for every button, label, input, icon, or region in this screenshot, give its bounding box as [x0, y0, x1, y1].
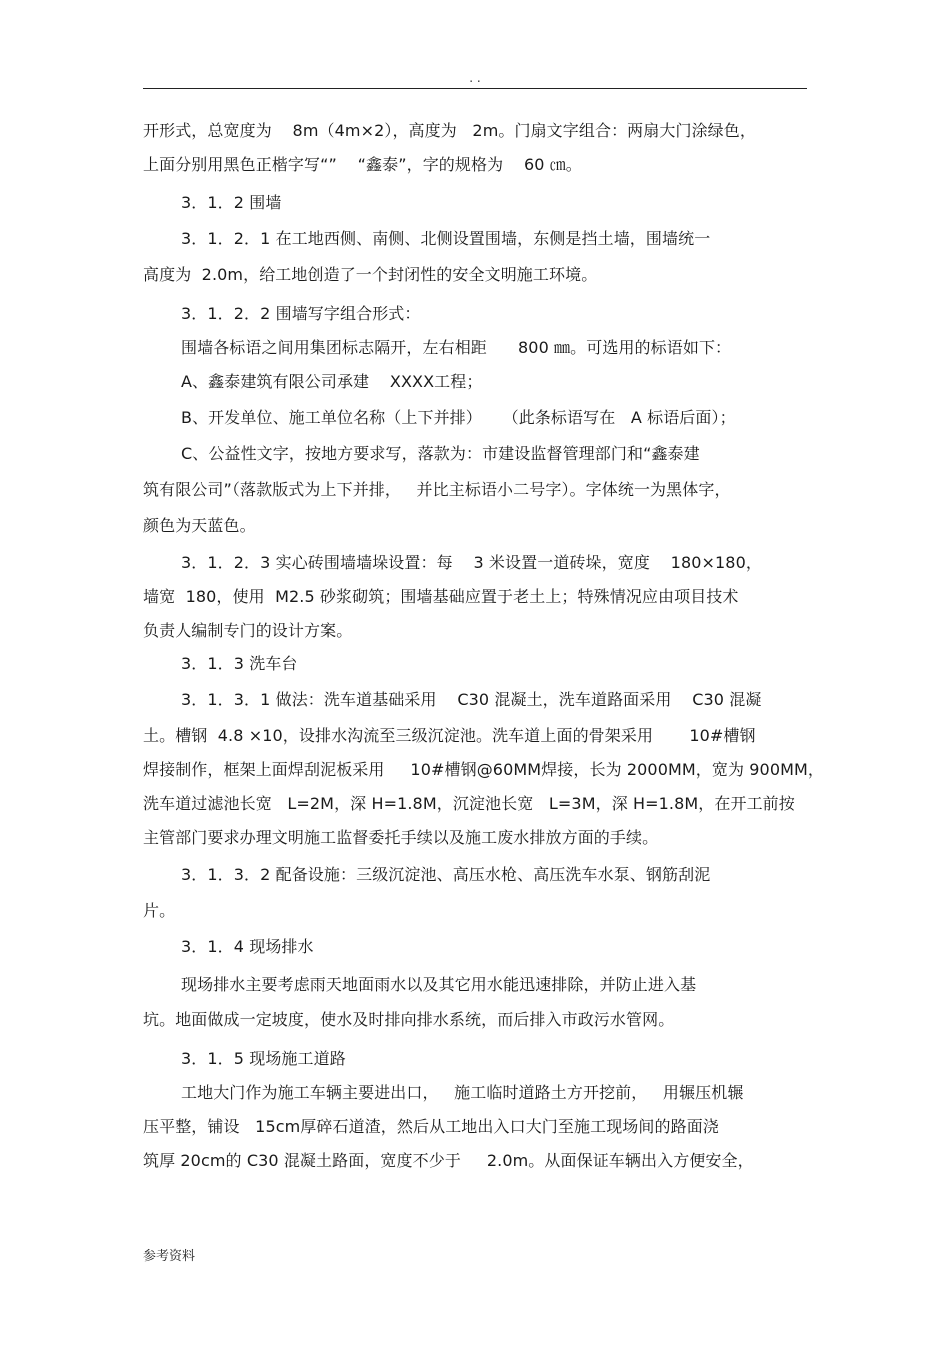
- paragraph-line: 颜色为天蓝色。: [143, 516, 256, 535]
- paragraph-line: 上面分别用黑色正楷字写“” “鑫泰”，字的规格为 60 ㎝。: [143, 155, 582, 174]
- paragraph-line: 片。: [143, 901, 176, 920]
- section-heading: 3．1．4 现场排水: [181, 937, 314, 956]
- paragraph-line: 高度为 2.0m，给工地创造了一个封闭性的安全文明施工环境。: [143, 265, 598, 284]
- paragraph-line: 3．1．2．1 在工地西侧、南侧、北侧设置围墙，东侧是挡土墙，围墙统一: [181, 229, 711, 248]
- paragraph-line: 3．1．3．1 做法：洗车道基础采用 C30 混凝土，洗车道路面采用 C30 混凝: [181, 690, 762, 709]
- paragraph-line: 洗车道过滤池长宽 L=2M，深 H=1.8M，沉淀池长宽 L=3M，深 H=1.8M，在开工前按: [143, 794, 795, 813]
- header-rule: [143, 88, 807, 89]
- section-heading: 3．1．3 洗车台: [181, 654, 298, 673]
- paragraph-line: 土。槽钢 4.8 ×10，设排水沟流至三级沉淀池。洗车道上面的骨架采用 10#槽钢: [143, 726, 756, 745]
- paragraph-line: 焊接制作，框架上面焊刮泥板采用 10#槽钢@60MM焊接，长为 2000MM，宽为 900MM，: [143, 760, 825, 779]
- section-heading: 3．1．5 现场施工道路: [181, 1049, 346, 1068]
- list-item: A、鑫泰建筑有限公司承建 XXXX工程；: [181, 372, 483, 391]
- paragraph-line: 压平整，铺设 15cm厚碎石道渣，然后从工地出入口大门至施工现场间的路面浇: [143, 1117, 719, 1136]
- list-item: B、开发单位、施工单位名称（上下并排） （此条标语写在 A 标语后面）；: [181, 408, 736, 427]
- page-footer: 参考资料: [143, 1249, 196, 1264]
- list-item: C、公益性文字，按地方要求写，落款为：市建设监督管理部门和“鑫泰建: [181, 444, 700, 463]
- paragraph-line: 工地大门作为施工车辆主要进出口， 施工临时道路土方开挖前， 用辗压机辗: [181, 1083, 744, 1102]
- paragraph-line: 坑。地面做成一定坡度，使水及时排向排水系统，而后排入市政污水管网。: [143, 1010, 675, 1029]
- paragraph-line: 负责人编制专门的设计方案。: [143, 621, 353, 640]
- document-body: [143, 112, 825, 1171]
- paragraph-line: 主管部门要求办理文明施工监督委托手续以及施工废水排放方面的手续。: [143, 828, 659, 847]
- paragraph-line: 现场排水主要考虑雨天地面雨水以及其它用水能迅速排除，并防止进入基: [181, 975, 697, 994]
- paragraph-line: 墙宽 180，使用 M2.5 砂浆砌筑；围墙基础应置于老土上；特殊情况应由项目技术: [143, 587, 739, 606]
- page-header-dots: . .: [469, 71, 481, 85]
- section-heading: 3．1．2 围墙: [181, 193, 282, 212]
- paragraph-line: 筑有限公司”（落款版式为上下并排， 并比主标语小二号字）。字体统一为黑体字，: [143, 480, 731, 499]
- paragraph-line: 围墙各标语之间用集团标志隔开，左右相距 800 ㎜。可选用的标语如下：: [181, 338, 732, 357]
- paragraph-line: 筑厚 20cm的 C30 混凝土路面，宽度不少于 2.0m。从面保证车辆出入方便安全，: [143, 1151, 754, 1170]
- section-heading: 3．1．2．2 围墙写字组合形式：: [181, 304, 421, 323]
- paragraph-line: 3．1．3．2 配备设施：三级沉淀池、高压水枪、高压洗车水泵、钢筋刮泥: [181, 865, 711, 884]
- paragraph-line: 开形式，总宽度为 8m（4m×2），高度为 2m。门扇文字组合：两扇大门涂绿色，: [143, 121, 756, 140]
- paragraph-line: 3．1．2．3 实心砖围墙墙垛设置：每 3 米设置一道砖垛，宽度 180×180，: [181, 553, 762, 572]
